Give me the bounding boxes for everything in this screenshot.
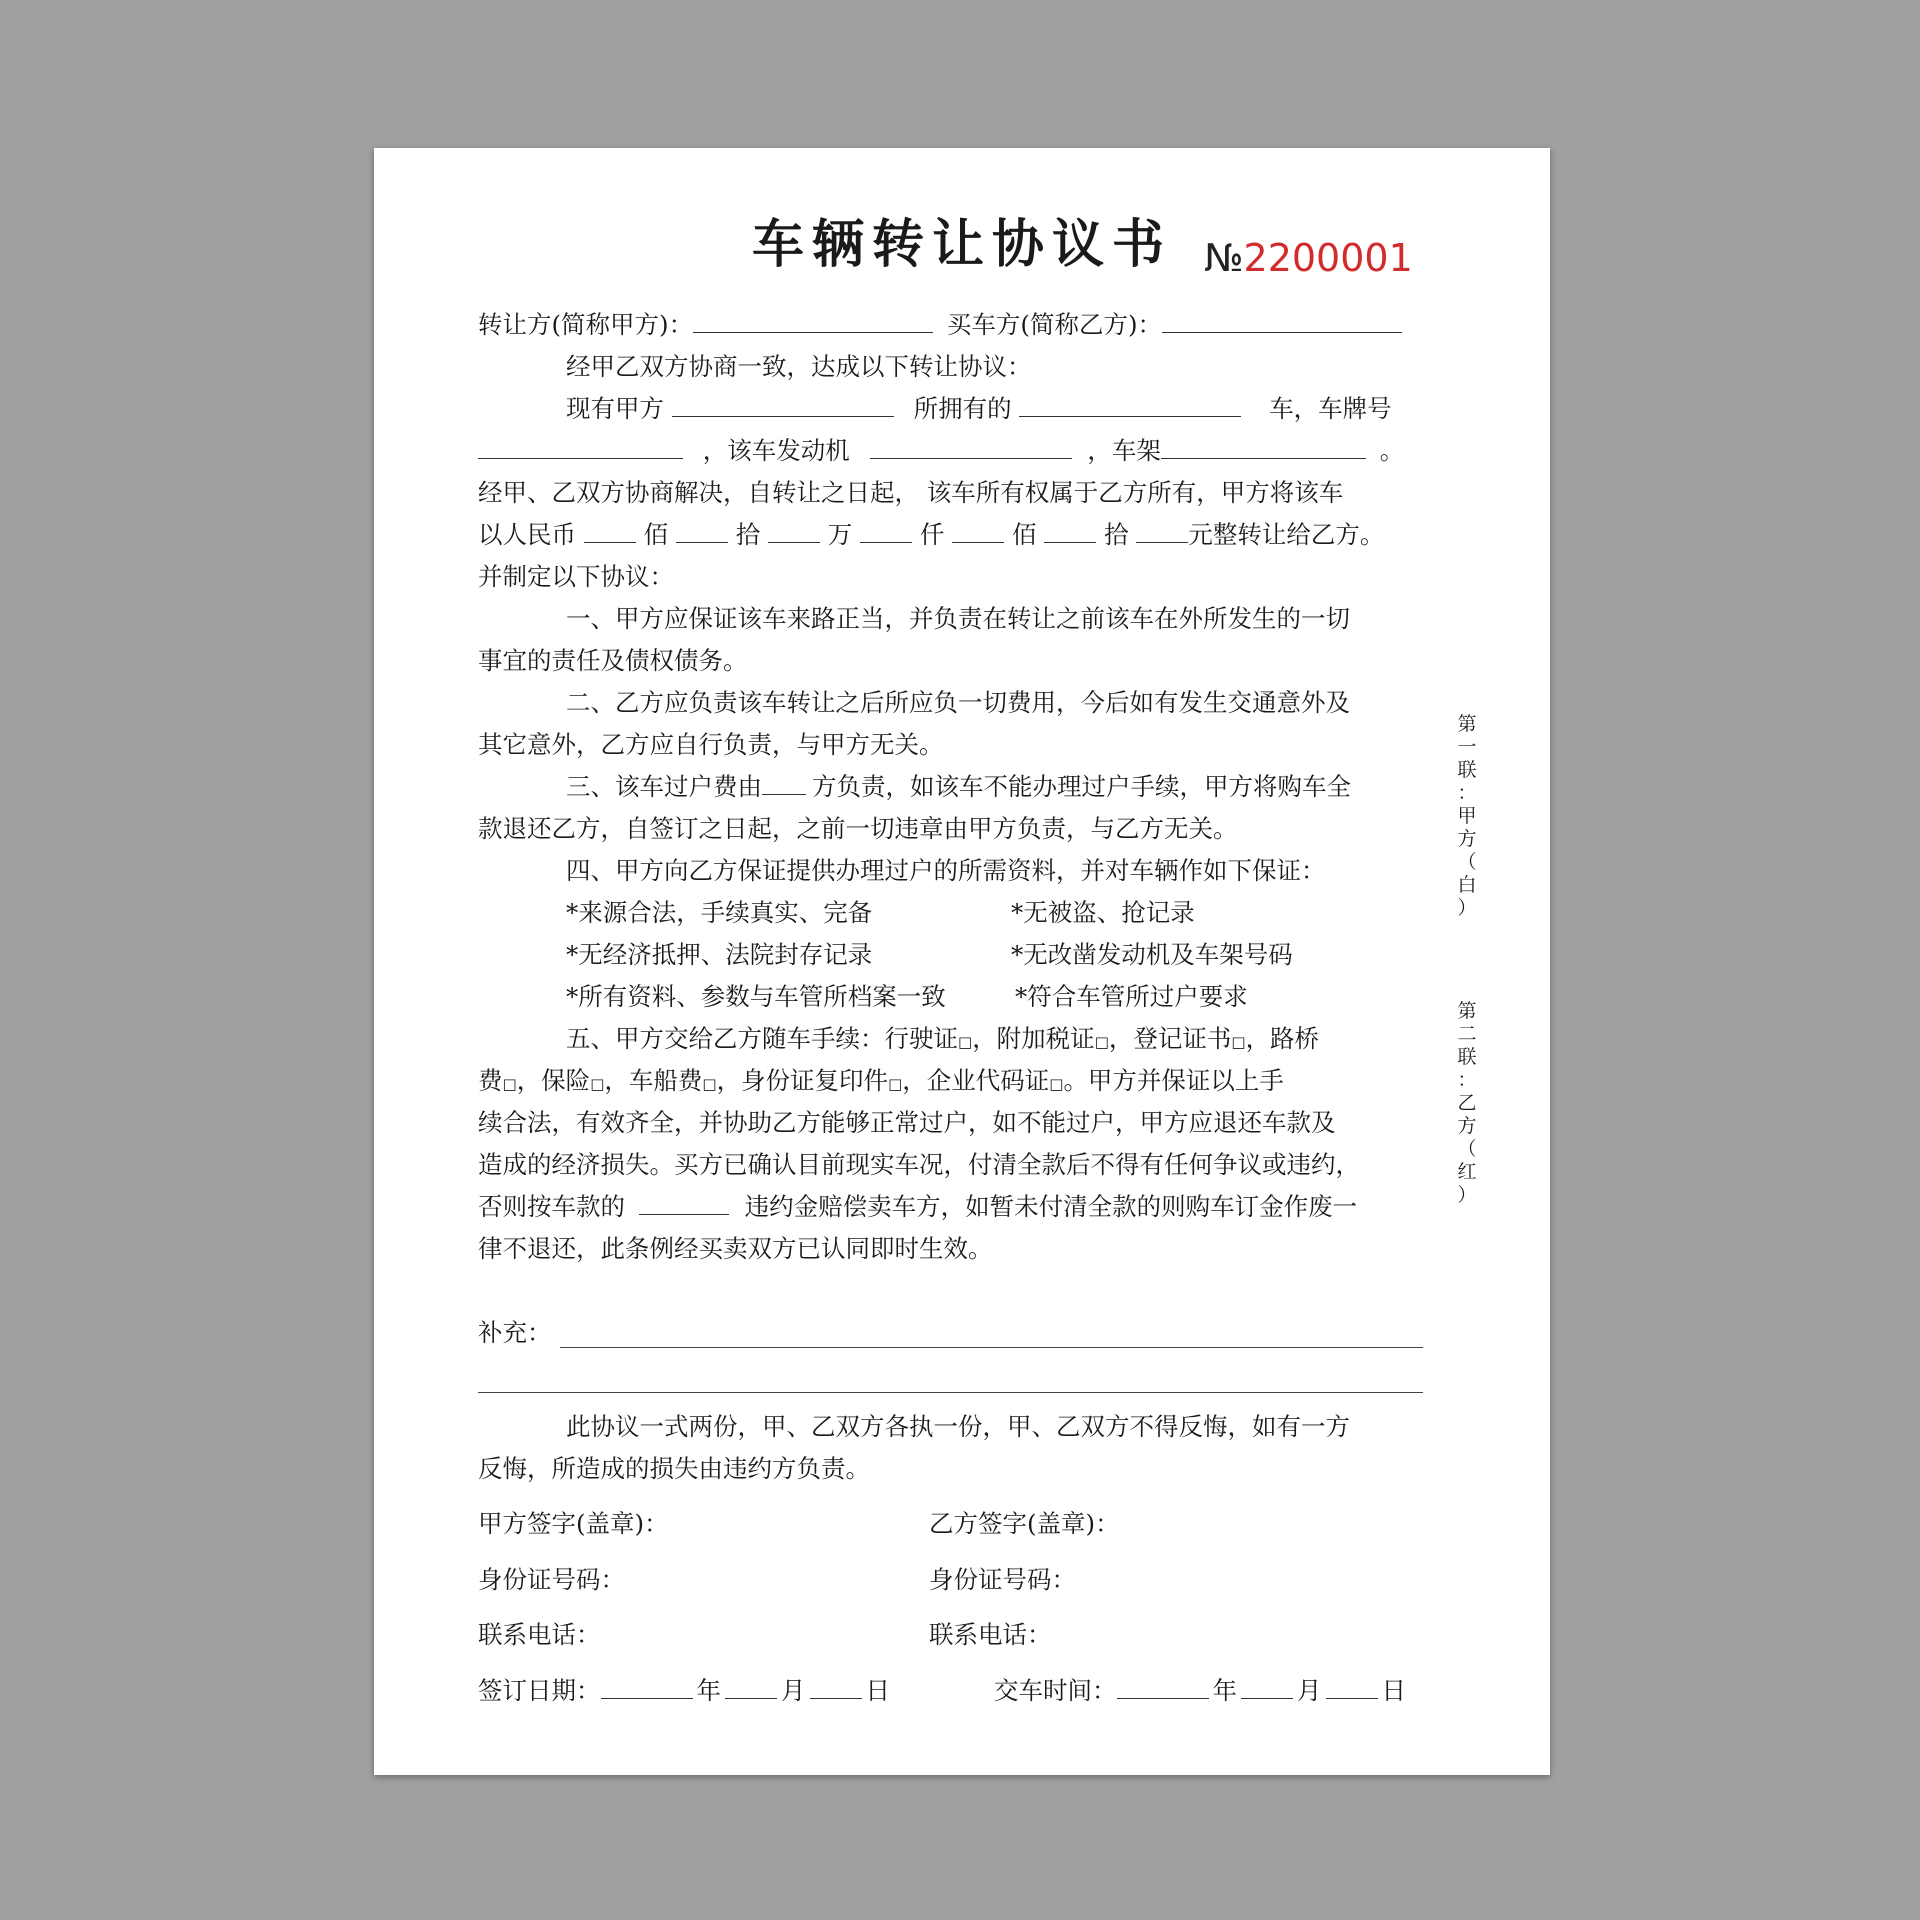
copy-char: 红: [1457, 1161, 1477, 1183]
sign-year-blank[interactable]: [601, 1670, 693, 1699]
price-blank-2[interactable]: [676, 514, 728, 543]
day-text: 日: [1381, 1676, 1406, 1705]
agreement-sheet: [374, 148, 1550, 1775]
clause-4-line: 四、甲方向乙方保证提供办理过户的所需资料，并对车辆作如下保证：: [566, 856, 1326, 885]
copy-char: ：: [1457, 782, 1477, 804]
copy-label-second: [1454, 1000, 1480, 1207]
clause-5-text: ，车船费: [604, 1066, 703, 1095]
serial-prefix: №: [1204, 236, 1244, 280]
clause-5-line-2: [478, 1060, 1423, 1102]
penalty-blank[interactable]: [639, 1186, 729, 1215]
dates-line: [478, 1670, 1423, 1712]
clause-5-line-3: 续合法，有效齐全，并协助乙方能够正常过户，如不能过户，甲方应退还车款及: [478, 1108, 1336, 1137]
copy-char: 联: [1457, 759, 1477, 781]
price-unit-4: 仟: [919, 520, 945, 549]
clause-5-text: 费: [478, 1066, 503, 1095]
clause-5-text: ，身份证复印件: [716, 1066, 889, 1095]
buyer-blank[interactable]: [1162, 304, 1402, 333]
sign-date-label: 签订日期：: [478, 1676, 601, 1705]
id-copy-checkbox[interactable]: □: [888, 1075, 903, 1093]
seller-phone-label[interactable]: 联系电话：: [478, 1620, 601, 1649]
price-blank-4[interactable]: [860, 514, 912, 543]
insurance-checkbox[interactable]: □: [590, 1075, 605, 1093]
vessel-tax-checkbox[interactable]: □: [702, 1075, 717, 1093]
period-text: 。: [1379, 436, 1405, 465]
copy-char: 第: [1457, 713, 1477, 735]
guarantee-item: *符合车管所过户要求: [1015, 982, 1248, 1011]
clause-5-text: ，企业代码证: [902, 1066, 1050, 1095]
price-unit-2: 拾: [735, 520, 761, 549]
sign-month-blank[interactable]: [725, 1670, 777, 1699]
copy-char: （: [1457, 851, 1477, 873]
guarantee-item: *无被盗、抢记录: [1011, 898, 1195, 927]
org-code-checkbox[interactable]: □: [1049, 1075, 1064, 1093]
vehicle-model-blank[interactable]: [1019, 388, 1241, 417]
month-text: 月: [1297, 1676, 1322, 1705]
price-unit-1: 佰: [643, 520, 669, 549]
copy-char: 方: [1457, 828, 1477, 850]
clause-5-text: 五、甲方交给乙方随车手续：行驶证: [566, 1024, 958, 1053]
price-unit-6: 拾: [1104, 520, 1129, 549]
delivery-day-blank[interactable]: [1326, 1670, 1378, 1699]
clause-5-text: ，路桥: [1245, 1024, 1320, 1053]
seller-name-blank[interactable]: [672, 388, 894, 417]
serial-number: [1204, 236, 1413, 280]
price-blank-3[interactable]: [768, 514, 820, 543]
copy-char: ）: [1457, 1184, 1477, 1206]
delivery-month-blank[interactable]: [1241, 1670, 1293, 1699]
driving-license-checkbox[interactable]: □: [958, 1033, 973, 1051]
guarantee-row-3: [478, 976, 1511, 1018]
clause-5-text: ，登记证书: [1108, 1024, 1232, 1053]
seller-blank[interactable]: [693, 304, 933, 333]
engine-number-blank[interactable]: [870, 430, 1072, 459]
delivery-date-label: 交车时间：: [994, 1676, 1117, 1705]
clause-5-line-1: [478, 1018, 1511, 1060]
plate-number-blank[interactable]: [478, 430, 683, 459]
document-title: 车辆转让协议书: [751, 214, 1172, 275]
transfer-line: 经甲、乙双方协商解决，自转让之日起， 该车所有权属于乙方所有，甲方将该车: [478, 478, 1344, 507]
clause-5-text: 否则按车款的: [478, 1192, 625, 1221]
copy-char: 甲: [1457, 805, 1477, 827]
sign-day-blank[interactable]: [810, 1670, 862, 1699]
copy-char: 方: [1457, 1115, 1477, 1137]
buyer-id-label[interactable]: 身份证号码：: [929, 1565, 1076, 1594]
frame-number-blank[interactable]: [1161, 430, 1366, 459]
copy-char: ）: [1457, 897, 1477, 919]
clause-5-line-6: 律不退还，此条例经买卖双方已认同即时生效。: [478, 1234, 993, 1263]
price-suffix: 元整转让给乙方。: [1188, 520, 1385, 549]
copy-char: 二: [1457, 1023, 1477, 1045]
engine-text: ，该车发动机: [702, 436, 850, 465]
price-blank-7[interactable]: [1136, 514, 1188, 543]
clause-1-line-1: 一、甲方应保证该车来路正当，并负责在转让之前该车在外所发生的一切: [566, 604, 1350, 633]
fee-party-blank[interactable]: [762, 766, 806, 795]
vehicle-line-2: [478, 430, 1423, 472]
price-line: [478, 514, 1423, 556]
day-text: 日: [865, 1676, 890, 1705]
supplement-label: 补充：: [478, 1318, 552, 1347]
clause-2-line-2: 其它意外，乙方应自行负责，与甲方无关。: [478, 730, 944, 759]
tax-cert-checkbox[interactable]: □: [1094, 1033, 1109, 1051]
toll-fee-checkbox[interactable]: □: [502, 1075, 517, 1093]
price-prefix: 以人民币: [478, 520, 576, 549]
clause-3-text-b: 方负责，如该车不能办理过户手续，甲方将购车全: [812, 772, 1351, 801]
clause-2-line-1: 二、乙方应负责该车转让之后所应负一切费用，今后如有发生交通意外及: [566, 688, 1350, 717]
closing-line-2: 反悔，所造成的损失由违约方负责。: [478, 1454, 870, 1483]
intro-line: 经甲乙双方协商一致，达成以下转让协议：: [566, 352, 1032, 381]
clause-5-text: ，附加税证: [972, 1024, 1095, 1053]
copy-char: 联: [1457, 1046, 1477, 1068]
clause-1-line-2: 事宜的责任及债权债务。: [478, 646, 748, 675]
buyer-label: 买车方(简称乙方)：: [946, 310, 1163, 339]
agreement-intro: 并制定以下协议：: [478, 562, 674, 591]
clause-3-text-a: 三、该车过户费由: [566, 772, 762, 801]
year-text: 年: [696, 1676, 721, 1705]
clause-5-line-4: 造成的经济损失。买方已确认目前现实车况，付清全款后不得有任何争议或违约，: [478, 1150, 1360, 1179]
clause-5-text: 。甲方并保证以上手: [1063, 1066, 1284, 1095]
frame-text: ，车架: [1087, 436, 1161, 465]
copy-char: （: [1457, 1138, 1477, 1160]
supplement-line-2[interactable]: [478, 1392, 1423, 1393]
closing-line-1: 此协议一式两份，甲、乙双方各执一份，甲、乙双方不得反悔，如有一方: [566, 1412, 1350, 1441]
price-unit-5: 佰: [1011, 520, 1037, 549]
plate-text: 车，车牌号: [1269, 394, 1392, 423]
price-blank-6[interactable]: [1044, 514, 1096, 543]
price-blank-5[interactable]: [952, 514, 1004, 543]
clause-3-line-1: [478, 766, 1511, 808]
seller-signature-label[interactable]: 甲方签字(盖章)：: [478, 1509, 669, 1538]
price-unit-3: 万: [827, 520, 853, 549]
serial-value: 2200001: [1243, 236, 1413, 280]
clause-5-line-5: [478, 1186, 1423, 1228]
supplement-line-1[interactable]: [560, 1347, 1423, 1348]
guarantee-item: *来源合法，手续真实、完备: [566, 898, 873, 927]
parties-line: [478, 304, 1423, 346]
year-text: 年: [1212, 1676, 1237, 1705]
guarantee-row-1: [478, 892, 1511, 934]
copy-char: 白: [1457, 874, 1477, 896]
copy-char: ：: [1457, 1069, 1477, 1091]
owned-text: 所拥有的: [913, 394, 1012, 423]
guarantee-row-2: [478, 934, 1511, 976]
buyer-phone-label[interactable]: 联系电话：: [929, 1620, 1052, 1649]
price-blank-1[interactable]: [584, 514, 636, 543]
month-text: 月: [781, 1676, 806, 1705]
delivery-year-blank[interactable]: [1117, 1670, 1209, 1699]
clause-3-line-2: 款退还乙方，自签订之日起，之前一切违章由甲方负责，与乙方无关。: [478, 814, 1238, 843]
copy-char: 乙: [1457, 1092, 1477, 1114]
seller-id-label[interactable]: 身份证号码：: [478, 1565, 625, 1594]
registration-cert-checkbox[interactable]: □: [1231, 1033, 1246, 1051]
copy-label-first: [1454, 713, 1480, 920]
guarantee-item: *无改凿发动机及车架号码: [1011, 940, 1293, 969]
vehicle-line-1: [478, 388, 1511, 430]
buyer-signature-label[interactable]: 乙方签字(盖章)：: [929, 1509, 1120, 1538]
guarantee-item: *无经济抵押、法院封存记录: [566, 940, 873, 969]
owned-by-text: 现有甲方: [566, 394, 664, 423]
clause-5-text: ，保险: [516, 1066, 591, 1095]
guarantee-item: *所有资料、参数与车管所档案一致: [566, 982, 946, 1011]
clause-5-text: 违约金赔偿卖车方，如暂未付清全款的则购车订金作废一: [744, 1192, 1358, 1221]
copy-char: 第: [1457, 1000, 1477, 1022]
seller-label: 转让方(简称甲方)：: [478, 310, 694, 339]
copy-char: 一: [1457, 736, 1477, 758]
